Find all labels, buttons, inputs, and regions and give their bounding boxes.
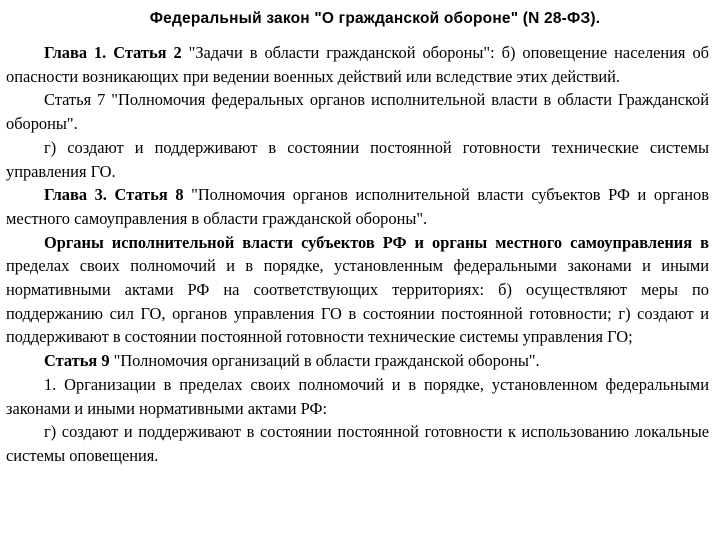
paragraph-text: "Полномочия органов исполнительной власти субъектов РФ и органов местного самоуправления в области гражданской обороны". [6,185,709,228]
paragraph-heading: Глава 1. Статья 2 [44,43,182,62]
paragraph-article7 [6,88,709,135]
paragraph-regional-authorities [6,231,709,350]
paragraph-heading: Органы исполнительной власти субъектов РФ и органы местного самоуправления в [44,232,709,252]
paragraph-article9-item-1 [6,373,709,420]
paragraph-heading: Статья 9 [44,351,110,371]
paragraph-text: г) создают и поддерживают в состоянии постоянной готовности к использованию локальные системы оповещения. [6,422,709,465]
paragraph-article7-item-g [6,136,709,183]
paragraph-text: Статья 7 "Полномочия федеральных органов исполнительной власти в области Гражданской обороны". [6,90,709,134]
paragraph-text: "Полномочия организаций в области гражданской обороны". [109,351,540,371]
paragraph-chapter3-article8 [6,183,709,230]
paragraph-chapter1-article2 [6,41,709,88]
paragraph-text: "Задачи в области гражданской обороны": б) оповещение населения об опасности возникающих при ведении военных действий или вследствие этих действий. [6,43,709,86]
paragraph-article9-item-g [6,420,709,467]
paragraph-text: пределах своих полномочий и в порядке, установленным федеральными законами и иными нормативными актами РФ на соответствующих территориях: б) осуществляют меры по поддержанию сил ГО, органов управления ГО в состоянии постоянной готовности; г) создают и поддерживают в состоянии постоянной готовности технические системы управления ГО; [6,256,709,347]
paragraph-heading: Глава 3. Статья 8 [44,185,184,205]
paragraph-text: г) создают и поддерживают в состоянии постоянной готовности технические системы управления ГО. [6,137,709,181]
paragraph-article9 [6,349,709,373]
document-body [6,41,709,468]
document-title: Федеральный закон "О гражданской обороне" (N 28-ФЗ). [149,10,601,27]
paragraph-text: 1. Организации в пределах своих полномочий и в порядке, установленном федеральными законами и иными нормативными актами РФ: [6,374,709,418]
